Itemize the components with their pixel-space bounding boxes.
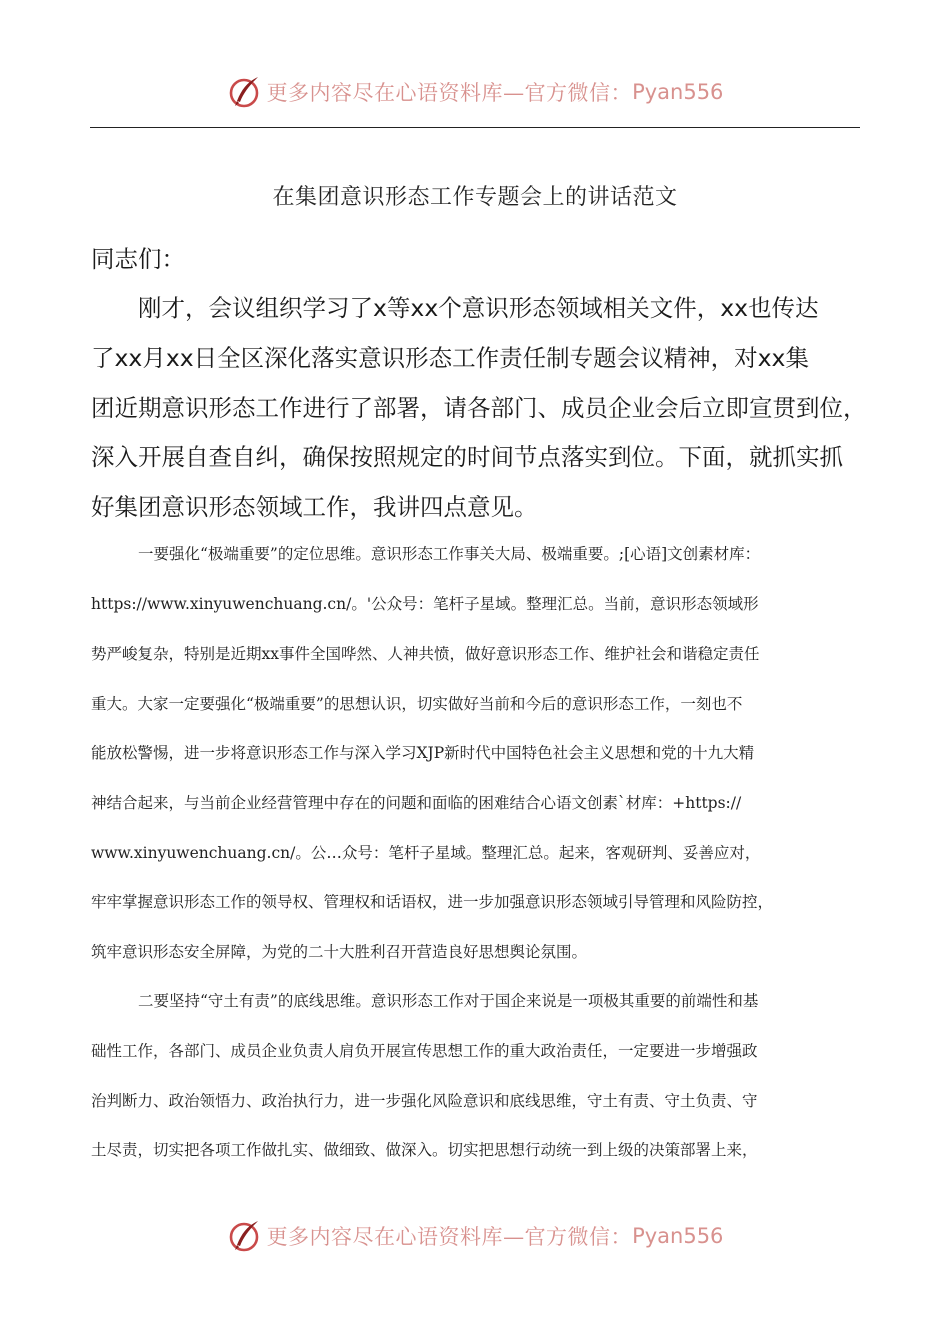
intro-line: 刚才，会议组织学习了x等xx个意识形态领域相关文件，xx也传达 [138,294,819,322]
quill-logo-icon [227,1218,263,1254]
header-banner [0,72,950,112]
document-title: 在集团意识形态工作专题会上的讲话范文 [272,185,678,210]
section1-line: 神结合起来，与当前企业经营管理中存在的问题和面临的困难结合心语文创素`材库：+https:// [91,794,742,812]
section2-line: 土尽责，切实把各项工作做扎实、做细致、做深入。切实把思想行动统一到上级的决策部署上来， [91,1141,758,1159]
intro-line: 团近期意识形态工作进行了部署，请各部门、成员企业会后立即宣贯到位， [91,394,867,422]
intro-line: 深入开展自查自纠，确保按照规定的时间节点落实到位。下面，就抓实抓 [91,443,843,471]
intro-line: 好集团意识形态领域工作，我讲四点意见。 [91,493,538,521]
banner-wechat-id: Pyan556 [632,1224,724,1248]
section2-line: 治判断力、政治领悟力、政治执行力，进一步强化风险意识和底线思维，守土有责、守土负责、守 [91,1092,758,1110]
section2-line: 础性工作，各部门、成员企业负责人肩负开展宣传思想工作的重大政治责任，一定要进一步增强政 [91,1042,758,1060]
banner-wechat-label: —官方微信： [503,1225,633,1249]
section1-line: www.xinyuwenchuang.cn/。公…众号：笔杆子星域。整理汇总。起来，客观研判、妥善应对， [91,844,761,862]
intro-line: 了xx月xx日全区深化落实意识形态工作责任制专题会议精神，对xx集 [91,344,809,372]
section1-line: https://www.xinyuwenchuang.cn/。'公众号：笔杆子星域。整理汇总。当前，意识形态领域形 [91,595,759,613]
banner-wechat-label: —官方微信： [503,81,633,105]
salutation: 同志们： [91,245,185,273]
banner-site-name: 更多内容尽在心语资料库 [266,81,504,105]
section1-line: 能放松警惕，进一步将意识形态工作与深入学习XJP新时代中国特色社会主义思想和党的十九大精 [91,744,755,762]
banner-wechat-id: Pyan556 [632,80,724,104]
section1-line: 牢牢掌握意识形态工作的领导权、管理权和话语权，进一步加强意识形态领域引导管理和风险防控， [91,893,774,911]
header-divider [90,127,860,128]
section1-line: 重大。大家一定要强化“极端重要”的思想认识，切实做好当前和今后的意识形态工作，一刻也不 [91,695,743,713]
section2-line: 二要坚持“守土有责”的底线思维。意识形态工作对于国企来说是一项极其重要的前端性和基 [138,992,759,1010]
quill-logo-icon [227,74,263,110]
footer-banner [0,1216,950,1256]
banner-site-name: 更多内容尽在心语资料库 [266,1225,504,1249]
section1-line: 一要强化“极端重要”的定位思维。意识形态工作事关大局、极端重要。;[心语]文创素材库： [138,545,761,563]
section1-line: 筑牢意识形态安全屏障，为党的二十大胜利召开营造良好思想舆论氛围。 [91,943,588,961]
section1-line: 势严峻复杂，特别是近期xx事件全国哗然、人神共愤，做好意识形态工作、维护社会和谐稳定责任 [91,645,760,663]
